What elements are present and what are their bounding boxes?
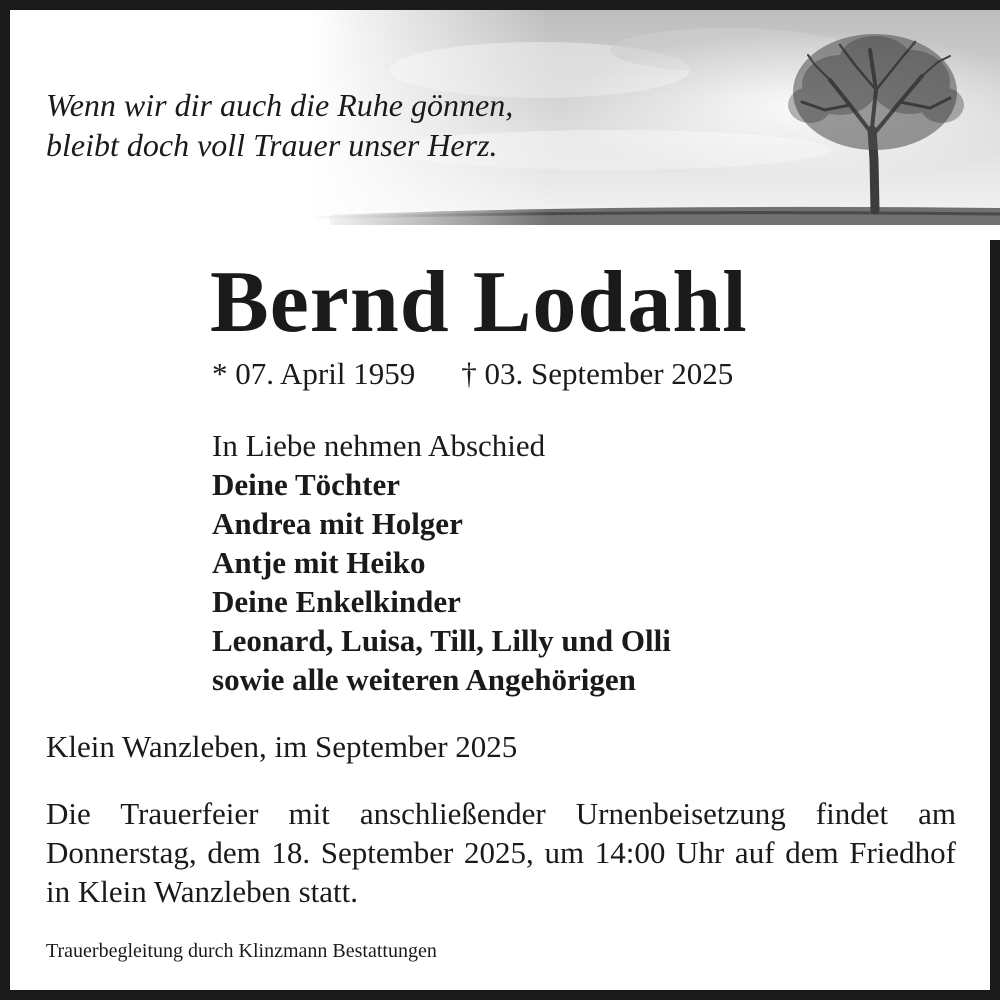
life-dates (212, 354, 733, 394)
quote-line-2: bleibt doch voll Trauer unser Herz. (46, 127, 498, 163)
mourners-list (212, 426, 912, 699)
mourner-line: Deine Enkelkinder (212, 584, 461, 619)
mourners-intro: In Liebe nehmen Abschied (212, 428, 546, 463)
death-date: † 03. September 2025 (461, 356, 734, 391)
quote-line-1: Wenn wir dir auch die Ruhe gönnen, (46, 87, 514, 123)
mourner-line: Deine Töchter (212, 467, 400, 502)
mourner-line: Leonard, Luisa, Till, Lilly und Olli (212, 623, 671, 658)
funeral-home-credit: Trauerbegleitung durch Klinzmann Bestattungen (46, 940, 437, 962)
mourner-line: Andrea mit Holger (212, 506, 463, 541)
mourner-line: Antje mit Heiko (212, 545, 426, 580)
memorial-quote (46, 85, 606, 165)
ceremony-details: Die Trauerfeier mit anschließender Urnenbeisetzung findet am Donnerstag, dem 18. September 2025, um 14:00 Uhr auf dem Friedhof in Klein Wanzleben statt. (46, 796, 956, 909)
birth-date: * 07. April 1959 (212, 356, 416, 391)
deceased-name: Bernd Lodahl (210, 254, 748, 351)
mourner-line: sowie alle weiteren Angehörigen (212, 662, 636, 697)
place-and-date: Klein Wanzleben, im September 2025 (46, 729, 518, 764)
